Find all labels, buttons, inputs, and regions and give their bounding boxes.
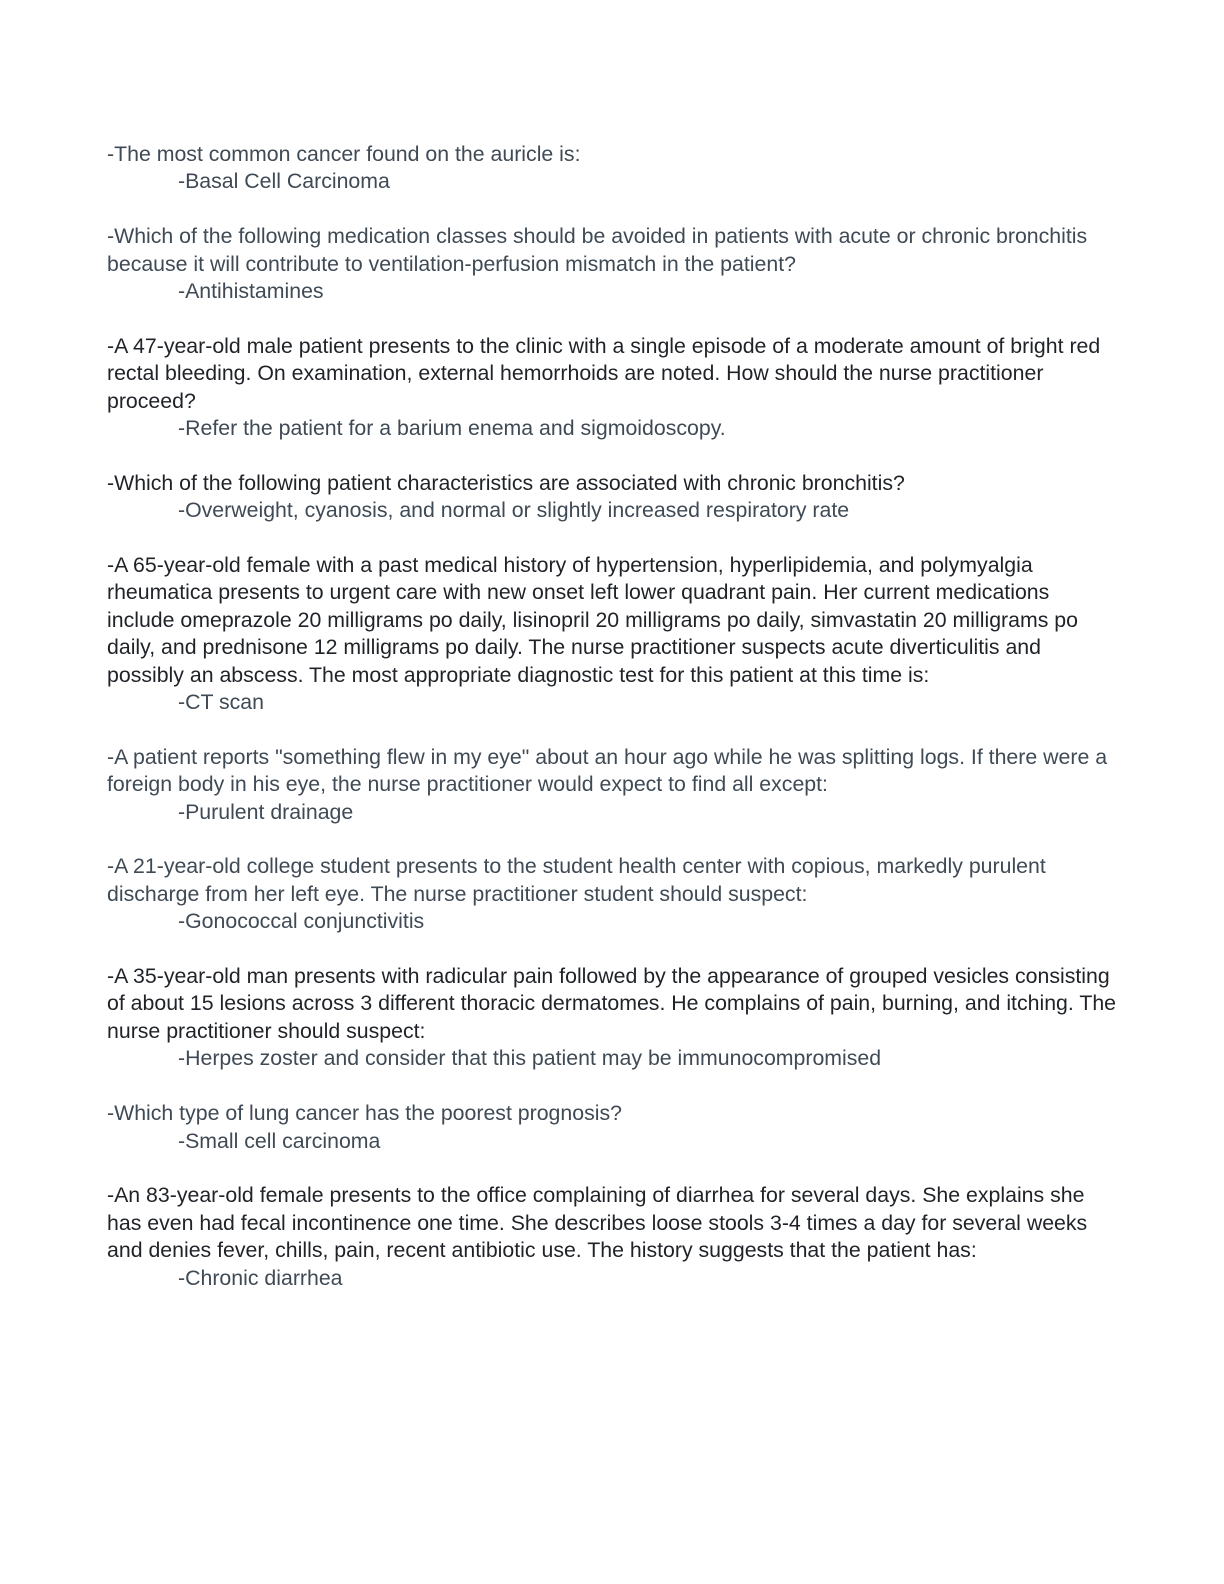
qa-item bbox=[107, 853, 1117, 935]
answer-text: -Antihistamines bbox=[178, 279, 324, 304]
answer-text: -Herpes zoster and consider that this patient may be immunocompromised bbox=[178, 1046, 882, 1071]
question-text: -Which type of lung cancer has the poorest prognosis? bbox=[107, 1101, 622, 1126]
question-text: -The most common cancer found on the auricle is: bbox=[107, 142, 581, 166]
question-text: -Which of the following patient characteristics are associated with chronic bronchitis? bbox=[107, 470, 905, 495]
answer-text: -Chronic diarrhea bbox=[178, 1265, 343, 1290]
question-text: -A 35-year-old man presents with radicular pain followed by the appearance of grouped vesicles consisting of about 15 lesions across 3 different thoracic dermatomes. He complains of pain, burning, and itching. The nurse practitioner should suspect: bbox=[107, 964, 1117, 1043]
qa-item bbox=[107, 470, 1117, 525]
qa-item bbox=[107, 963, 1117, 1073]
qa-item bbox=[107, 1100, 1117, 1155]
question-text: -A 65-year-old female with a past medical history of hypertension, hyperlipidemia, and polymyalgia rheumatica presents to urgent care with new onset left lower quadrant pain. Her current medications include omeprazole 20 milligrams po daily, lisinopril 20 milligrams po daily, simvastatin 20 milligrams po daily, and prednisone 12 milligrams po daily. The nurse practitioner suspects acute diverticulitis and possibly an abscess. The most appropriate diagnostic test for this patient at this time is: bbox=[107, 553, 1078, 687]
qa-item bbox=[107, 141, 1117, 196]
answer-text: -Overweight, cyanosis, and normal or slightly increased respiratory rate bbox=[178, 498, 850, 523]
question-text: -An 83-year-old female presents to the office complaining of diarrhea for several days. She explains she has even had fecal incontinence one time. She describes loose stools 3-4 times a day for several weeks and denies fever, chills, pain, recent antibiotic use. The history suggests that the patient has: bbox=[107, 1183, 1088, 1263]
qa-item bbox=[107, 744, 1117, 826]
qa-item bbox=[107, 552, 1117, 716]
question-text: -A patient reports "something flew in my eye" about an hour ago while he was splitting logs. If there were a foreign body in his eye, the nurse practitioner would expect to find all except: bbox=[107, 744, 1108, 797]
answer-text: -Gonococcal conjunctivitis bbox=[178, 909, 425, 934]
qa-item bbox=[107, 1182, 1117, 1292]
document-page bbox=[107, 141, 1117, 1319]
qa-item bbox=[107, 223, 1117, 305]
answer-text: -Small cell carcinoma bbox=[178, 1128, 381, 1153]
answer-text: -Purulent drainage bbox=[178, 799, 354, 824]
answer-text: -CT scan bbox=[178, 690, 264, 715]
question-text: -A 21-year-old college student presents to the student health center with copious, markedly purulent discharge from her left eye. The nurse practitioner student should suspect: bbox=[107, 854, 1046, 906]
qa-item bbox=[107, 333, 1117, 443]
answer-text: -Refer the patient for a barium enema and sigmoidoscopy. bbox=[178, 416, 726, 441]
question-text: -A 47-year-old male patient presents to the clinic with a single episode of a moderate amount of bright red rectal bleeding. On examination, external hemorrhoids are noted. How should the nurse practitioner proceed? bbox=[107, 333, 1101, 413]
answer-text: -Basal Cell Carcinoma bbox=[178, 169, 390, 194]
question-text: -Which of the following medication classes should be avoided in patients with acute or chronic bronchitis because it will contribute to ventilation-perfusion mismatch in the patient? bbox=[107, 224, 1088, 276]
